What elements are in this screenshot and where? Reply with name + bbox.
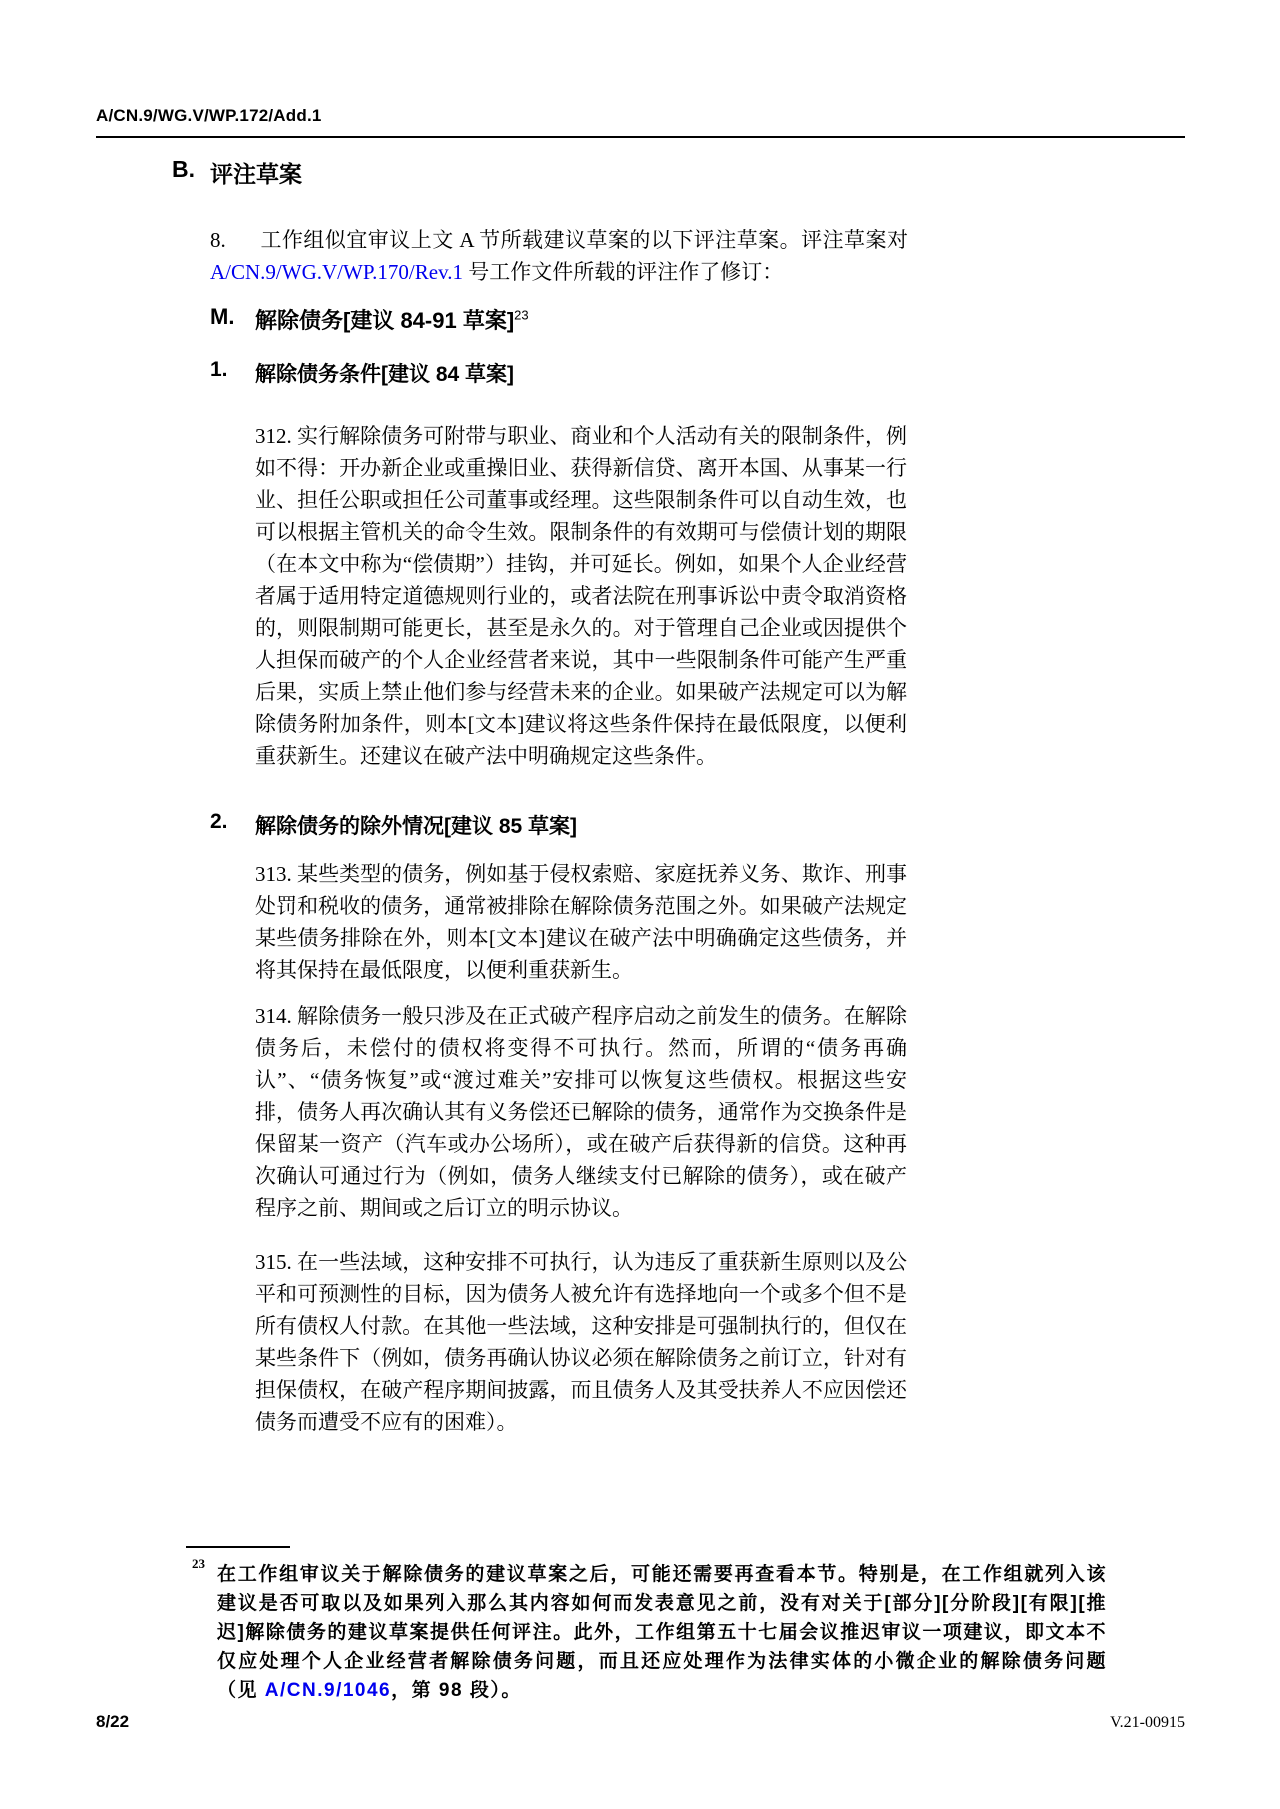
paragraph-312: 312. 实行解除债务可附带与职业、商业和个人活动有关的限制条件，例如不得：开办新企业或重操旧业、获得新信贷、离开本国、从事某一行业、担任公职或担任公司董事或经理。这些限制条件可以自动生效，也可以根据主管机关的命令生效。限制条件的有效期可与偿债计划的期限（在本文中称为“偿债期”）挂钩，并可延长。例如，如果个人企业经营者属于适用特定道德规则行业的，或者法院在刑事诉讼中责令取消资格的，则限制期可能更长，甚至是永久的。对于管理自己企业或因提供个人担保而破产的个人企业经营者来说，其中一些限制条件可能产生严重后果，实质上禁止他们参与经营未来的企业。如果破产法规定可以为解除债务附加条件，则本[文本]建议将这些条件保持在最低限度，以便利重获新生。还建议在破产法中明确规定这些条件。 — [255, 424, 907, 768]
cn9-1046-link[interactable]: A/CN.9/1046 — [264, 1680, 392, 1701]
paragraph-313: 313. 某些类型的债务，例如基于侵权索赔、家庭抚养义务、欺诈、刑事处罚和税收的债务，通常被排除在解除债务范围之外。如果破产法规定某些债务排除在外，则本[文本]建议在破产法中明确确定这些债务，并将其保持在最低限度，以便利重获新生。 — [255, 862, 907, 982]
section-m-title-wrap — [255, 304, 529, 335]
section-b-heading — [172, 156, 302, 189]
section-1-title: 解除债务条件[建议 84 草案] — [255, 363, 515, 386]
section-2-title: 解除债务的除外情况[建议 85 草案] — [255, 815, 578, 838]
section-1-heading — [210, 358, 514, 388]
footnote-23 — [217, 1560, 1107, 1705]
paragraph-8-number: 8. — [210, 228, 226, 252]
section-m-title: 解除债务[建议 84-91 草案] — [255, 308, 515, 333]
paragraph-314: 314. 解除债务一般只涉及在正式破产程序启动之前发生的债务。在解除债务后，未偿付的债权将变得不可执行。然而，所谓的“债务再确认”、“债务恢复”或“渡过难关”安排可以恢复这些债权。根据这些安排，债务人再次确认其有义务偿还已解除的债务，通常作为交换条件是保留某一资产（汽车或办公场所），或在破产后获得新的信贷。这种再次确认可通过行为（例如，债务人继续支付已解除的债务），或在破产程序之前、期间或之后订立的明示协议。 — [255, 1004, 907, 1220]
wp170-rev1-link[interactable]: A/CN.9/WG.V/WP.170/Rev.1 — [210, 260, 463, 284]
paragraph-8 — [210, 224, 908, 288]
paragraph-8-text-after-link: 号工作文件所载的评注作了修订： — [462, 260, 784, 284]
footnote-23-text-after-link: ，第 98 段）。 — [391, 1680, 522, 1701]
section-m-heading — [210, 304, 529, 335]
section-2-heading — [210, 810, 577, 840]
footnote-23-text-before-link: 在工作组审议关于解除债务的建议草案之后，可能还需要再查看本节。特别是，在工作组就列入该建议是否可取以及如果列入那么其内容如何而发表意见之前，没有对关于[部分][分阶段][有限][推迟]解除债务的建议草案提供任何评注。此外，工作组第五十七届会议推迟审议一项建议，即文本不仅应处理个人企业经营者解除债务问题，而且还应处理作为法律实体的小微企业的解除债务问题（见 — [217, 1564, 1107, 1701]
page-number: 8/22 — [96, 1712, 130, 1731]
footnote-separator — [186, 1546, 290, 1548]
section-b-label: B. — [172, 156, 195, 182]
job-number: V.21-00915 — [1110, 1714, 1185, 1731]
footnote-23-reference[interactable]: 23 — [514, 307, 529, 323]
paragraph-315: 315. 在一些法域，这种安排不可执行，认为违反了重获新生原则以及公平和可预测性的目标，因为债务人被允许有选择地向一个或多个但不是所有债权人付款。在其他一些法域，这种安排是可强制执行的，但仅在某些条件下（例如，债务再确认协议必须在解除债务之前订立，针对有担保债权，在破产程序期间披露，而且债务人及其受扶养人不应因偿还债务而遭受不应有的困难）。 — [255, 1250, 907, 1434]
section-1-label: 1. — [210, 358, 228, 381]
document-symbol: A/CN.9/WG.V/WP.172/Add.1 — [96, 106, 322, 125]
paragraph-8-text-before-link: 工作组似宜审议上文 A 节所载建议草案的以下评注草案。评注草案对 — [260, 228, 908, 252]
footnote-23-marker: 23 — [192, 1556, 205, 1571]
section-2-label: 2. — [210, 810, 228, 833]
section-m-label: M. — [210, 304, 235, 329]
header-rule — [96, 136, 1185, 138]
section-b-title: 评注草案 — [210, 161, 302, 187]
